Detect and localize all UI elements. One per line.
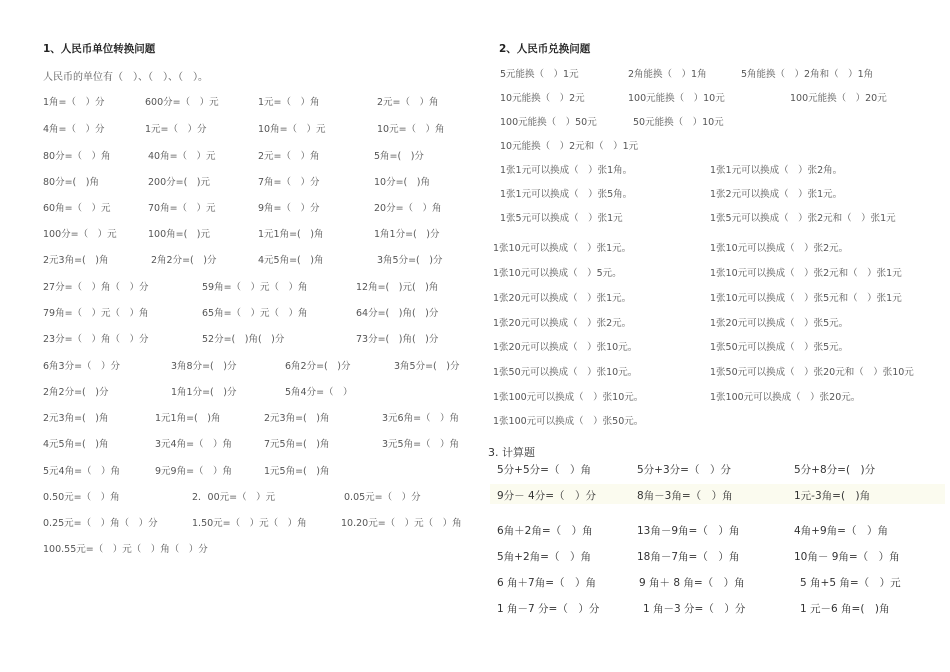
exercise: 13角－9角=（ ）角 [637, 525, 740, 537]
exercise: 1张20元可以换成（ ）张2元。 [493, 318, 632, 329]
exercise: 3元4角=（ ）角 [155, 439, 233, 450]
exercise: 50元能换（ ）10元 [633, 117, 724, 128]
exercise: 8角－3角=（ ）角 [637, 490, 733, 502]
s2-row [490, 339, 945, 353]
exercise: 79角=（ ）元（ ）角 [43, 308, 149, 319]
s2-row [490, 265, 945, 279]
exercise: 27分=（ ）角（ ）分 [43, 282, 149, 293]
s2-row [490, 364, 945, 378]
s1-row [43, 515, 483, 529]
exercise: 10元能换（ ）2元 [500, 93, 585, 104]
s1-row [43, 174, 483, 188]
exercise: 100角=( )元 [148, 229, 211, 240]
exercise: 0.50元=（ ）角 [43, 492, 120, 503]
exercise: 2角2分=( )分 [43, 387, 109, 398]
exercise: 10.20元=（ ）元（ ）角 [341, 518, 462, 529]
s2-row [490, 240, 945, 254]
s2-row [490, 389, 945, 403]
exercise: 5分+5分=（ ）角 [497, 464, 591, 476]
s3-row [490, 601, 945, 615]
exercise: 1张50元可以换成（ ）张5元。 [710, 342, 849, 353]
exercise: 1张1元可以换成（ ）张5角。 [500, 189, 633, 200]
s1-row [43, 226, 483, 240]
s1-row [43, 305, 483, 319]
exercise: 100分=（ ）元 [43, 229, 117, 240]
s2-row [490, 315, 945, 329]
exercise: 5角能换（ ）2角和（ ）1角 [741, 69, 874, 80]
exercise: 100元能换（ ）50元 [500, 117, 597, 128]
exercise: 1张50元可以换成（ ）张10元。 [493, 367, 638, 378]
exercise: 10元=（ ）角 [377, 124, 445, 135]
exercise: 1张5元可以换成（ ）张1元 [500, 213, 623, 224]
exercise: 1角1分=( )分 [374, 229, 440, 240]
exercise: 1 角－3 分=（ ）分 [643, 603, 746, 615]
s3-row [490, 462, 945, 476]
exercise: 3元5角=（ ）角 [382, 439, 460, 450]
s1-row [43, 279, 483, 293]
exercise: 6角3分=（ ）分 [43, 361, 121, 372]
exercise: 1张10元可以换成（ ）张5元和（ ）张1元 [710, 293, 902, 304]
exercise: 10元能换（ ）2元和（ ）1元 [500, 141, 639, 152]
exercise: 2元3角=( )角 [43, 413, 109, 424]
section1-intro: 人民币的单位有（ ）、（ ）、（ ）。 [43, 72, 208, 83]
exercise: 5角4分=（ ） [285, 387, 353, 398]
s3-row [490, 575, 945, 589]
exercise: 1.50元=（ ）元（ ）角 [192, 518, 307, 529]
exercise: 9分－ 4分=（ ）分 [497, 490, 596, 502]
s1-row [43, 252, 483, 266]
exercise: 1 角－7 分=（ ）分 [497, 603, 600, 615]
s2-row [490, 162, 945, 176]
exercise: 1张10元可以换成（ ）张2元和（ ）张1元 [710, 268, 902, 279]
exercise: 40角=（ ）元 [148, 151, 216, 162]
exercise: 4元5角=( )角 [43, 439, 109, 450]
exercise: 52分=( )角( )分 [202, 334, 285, 345]
exercise: 80分=( )角 [43, 177, 99, 188]
section3-title: 3. 计算题 [488, 446, 535, 459]
exercise: 7元5角=( )角 [264, 439, 330, 450]
exercise: 5元能换（ ）1元 [500, 69, 579, 80]
exercise: 9角=（ ）分 [258, 203, 320, 214]
exercise: 3元6角=（ ）角 [382, 413, 460, 424]
exercise: 7角=（ ）分 [258, 177, 320, 188]
s1-row [43, 410, 483, 424]
exercise: 12角=( )元( )角 [356, 282, 439, 293]
exercise: 100.55元=（ ）元（ ）角（ ）分 [43, 544, 208, 555]
exercise: 1元=（ ）角 [258, 97, 320, 108]
exercise: 1张100元可以换成（ ）张50元。 [493, 416, 644, 427]
exercise: 5分+3分=（ ）分 [637, 464, 731, 476]
exercise: 10角－ 9角=（ ）角 [794, 551, 900, 563]
s1-row [43, 436, 483, 450]
s2-row [490, 114, 945, 128]
s1-row [43, 94, 483, 108]
s2-row [490, 66, 945, 80]
exercise: 18角－7角=（ ）角 [637, 551, 740, 563]
exercise: 20分=（ ）角 [374, 203, 442, 214]
exercise: 1元1角=( )角 [258, 229, 324, 240]
exercise: 2角2分=( )分 [151, 255, 217, 266]
exercise: 3角5分=( )分 [394, 361, 460, 372]
s1-row [43, 331, 483, 345]
s2-row [490, 210, 945, 224]
s1-row [43, 121, 483, 135]
s3-row [490, 549, 945, 563]
exercise: 5角+2角=（ ）角 [497, 551, 591, 563]
s2-row [490, 290, 945, 304]
exercise: 1张20元可以换成（ ）张5元。 [710, 318, 849, 329]
exercise: 100元能换（ ）10元 [628, 93, 725, 104]
exercise: 9 角＋ 8 角=（ ）角 [639, 577, 745, 589]
exercise: 2元=（ ）角 [258, 151, 320, 162]
exercise: 73分=( )角( )分 [356, 334, 439, 345]
exercise: 1张1元可以换成（ ）张2角。 [710, 165, 843, 176]
exercise: 4角=（ ）分 [43, 124, 105, 135]
exercise: 3角5分=( )分 [377, 255, 443, 266]
exercise: 80分=（ ）角 [43, 151, 111, 162]
s3-row [490, 523, 945, 537]
exercise: 1张100元可以换成（ ）张10元。 [493, 392, 644, 403]
exercise: 59角=（ ）元（ ）角 [202, 282, 308, 293]
exercise: 1张10元可以换成（ ）5元。 [493, 268, 622, 279]
section1-title: 1、人民币单位转换问题 [43, 43, 156, 55]
exercise: 4元5角=( )角 [258, 255, 324, 266]
exercise: 1角=（ ）分 [43, 97, 105, 108]
exercise: 2．00元=（ ）元 [192, 492, 276, 503]
s2-row [490, 138, 945, 152]
exercise: 0.05元=（ ）分 [344, 492, 421, 503]
exercise: 1张10元可以换成（ ）张1元。 [493, 243, 632, 254]
exercise: 6 角＋7角=（ ）角 [497, 577, 596, 589]
exercise: 3角8分=( )分 [171, 361, 237, 372]
s1-row [43, 463, 483, 477]
exercise: 2元=（ ）角 [377, 97, 439, 108]
exercise: 2元3角=( )角 [43, 255, 109, 266]
s2-row [490, 186, 945, 200]
exercise: 600分=（ ）元 [145, 97, 219, 108]
exercise: 1元=（ ）分 [145, 124, 207, 135]
exercise: 2元3角=( )角 [264, 413, 330, 424]
exercise: 1张20元可以换成（ ）张10元。 [493, 342, 638, 353]
exercise: 1张1元可以换成（ ）张1角。 [500, 165, 633, 176]
exercise: 1元1角=( )角 [155, 413, 221, 424]
exercise: 5分+8分=( )分 [794, 464, 876, 476]
exercise: 6角＋2角=（ ）角 [497, 525, 593, 537]
exercise: 4角+9角=（ ）角 [794, 525, 888, 537]
exercise: 23分=（ ）角（ ）分 [43, 334, 149, 345]
exercise: 64分=( )角( )分 [356, 308, 439, 319]
exercise: 1角1分=( )分 [171, 387, 237, 398]
exercise: 5 角+5 角=（ ）元 [800, 577, 901, 589]
exercise: 10角=（ ）元 [258, 124, 326, 135]
s1-row [43, 358, 483, 372]
exercise: 1张20元可以换成（ ）张1元。 [493, 293, 632, 304]
exercise: 1张50元可以换成（ ）张20元和（ ）张10元 [710, 367, 914, 378]
exercise: 65角=（ ）元（ ）角 [202, 308, 308, 319]
s1-row [43, 200, 483, 214]
section2-title: 2、人民币兑换问题 [499, 43, 591, 55]
exercise: 1元-3角=( )角 [794, 490, 871, 502]
exercise: 100元能换（ ）20元 [790, 93, 887, 104]
s1-row [43, 541, 483, 555]
exercise: 60角=（ ）元 [43, 203, 111, 214]
exercise: 6角2分=( )分 [285, 361, 351, 372]
exercise: 5角=( )分 [374, 151, 424, 162]
exercise: 1 元－6 角=( )角 [800, 603, 890, 615]
exercise: 1张100元可以换成（ ）张20元。 [710, 392, 861, 403]
exercise: 1张2元可以换成（ ）张1元。 [710, 189, 843, 200]
exercise: 0.25元=（ ）角（ ）分 [43, 518, 158, 529]
exercise: 2角能换（ ）1角 [628, 69, 707, 80]
exercise: 70角=（ ）元 [148, 203, 216, 214]
s3-row [490, 488, 945, 502]
exercise: 1张10元可以换成（ ）张2元。 [710, 243, 849, 254]
s1-row [43, 489, 483, 503]
s2-row [490, 413, 945, 427]
s1-row [43, 384, 483, 398]
exercise: 5元4角=（ ）角 [43, 466, 121, 477]
s2-row [490, 90, 945, 104]
s1-row [43, 148, 483, 162]
exercise: 1张5元可以换成（ ）张2元和（ ）张1元 [710, 213, 896, 224]
exercise: 9元9角=（ ）角 [155, 466, 233, 477]
exercise: 10分=( )角 [374, 177, 430, 188]
exercise: 1元5角=( )角 [264, 466, 330, 477]
exercise: 200分=( )元 [148, 177, 211, 188]
